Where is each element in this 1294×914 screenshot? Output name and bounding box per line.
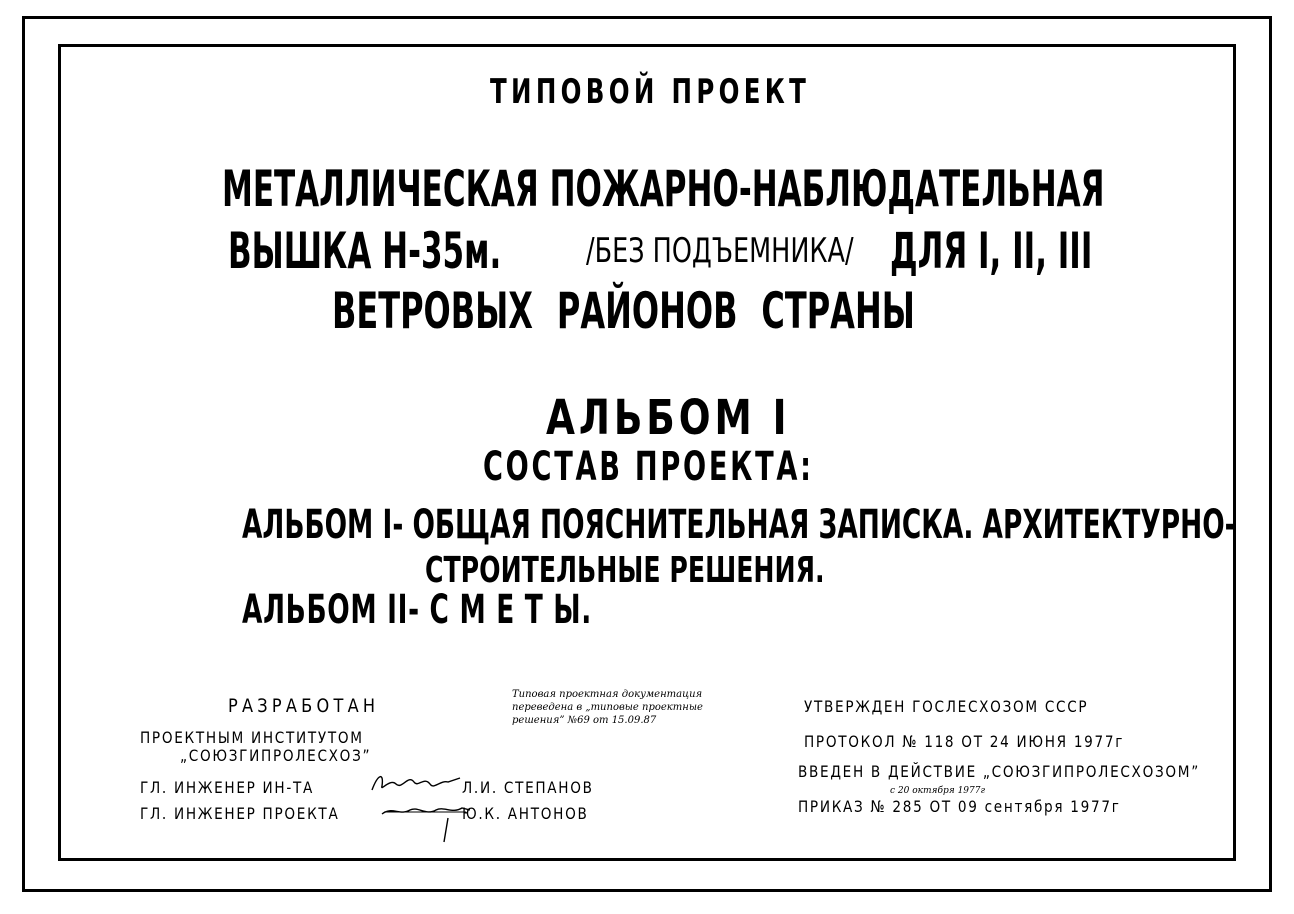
chief-engineer-label: ГЛ. ИНЖЕНЕР ИН-ТА xyxy=(140,778,314,797)
contents-line-3: АЛЬБОМ II- С М Е Т Ы. xyxy=(242,587,592,633)
chief-engineer-name: Л.И. СТЕПАНОВ xyxy=(462,778,594,797)
project-engineer-name: Ю.К. АНТОНОВ xyxy=(462,804,589,823)
approval-introduced: ВВЕДЕН В ДЕЙСТВИЕ „СОЮЗГИПРОЛЕСХОЗОМ” xyxy=(798,762,1200,781)
composition-heading: СОСТАВ ПРОЕКТА: xyxy=(483,444,814,490)
title-line-3: ВЕТРОВЫХ РАЙОНОВ СТРАНЫ xyxy=(332,282,915,340)
title-line-2-part-b: /БЕЗ ПОДЪЕМНИКА/ xyxy=(586,231,854,271)
title-line-2-part-c: ДЛЯ I, II, III xyxy=(890,222,1093,280)
document-header: ТИПОВОЙ ПРОЕКТ xyxy=(490,72,811,112)
title-line-2-part-a: ВЫШКА Н-35м. xyxy=(228,222,502,280)
developer-institute-line: ПРОЕКТНЫМ ИНСТИТУТОМ xyxy=(140,728,364,747)
approval-protocol: ПРОТОКОЛ № 118 ОТ 24 ИЮНЯ 1977г xyxy=(804,732,1125,751)
approval-introduced-date: с 20 октября 1977г xyxy=(890,786,986,796)
project-engineer-signature xyxy=(378,798,478,844)
developer-institute-name: „СОЮЗГИПРОЛЕСХОЗ” xyxy=(180,746,372,765)
note-block xyxy=(512,688,703,727)
note-line-3: решения” №69 от 15.09.87 xyxy=(512,715,657,726)
note-line-1: Типовая проектная документация xyxy=(512,689,703,700)
chief-engineer-signature xyxy=(368,768,468,798)
approval-approved: УТВЕРЖДЕН ГОСЛЕСХОЗОМ СССР xyxy=(804,697,1089,716)
note-line-2: переведена в „типовые проектные xyxy=(512,702,703,713)
contents-line-2: СТРОИТЕЛЬНЫЕ РЕШЕНИЯ. xyxy=(425,550,825,591)
album-title: АЛЬБОМ I xyxy=(546,390,791,446)
approval-order: ПРИКАЗ № 285 ОТ 09 сентября 1977г xyxy=(798,797,1121,816)
title-line-1: МЕТАЛЛИЧЕСКАЯ ПОЖАРНО-НАБЛЮДАТЕЛЬНАЯ xyxy=(222,160,1105,218)
contents-line-1: АЛЬБОМ I- ОБЩАЯ ПОЯСНИТЕЛЬНАЯ ЗАПИСКА. АРХИТЕКТУРНО- xyxy=(242,502,1236,548)
developer-heading: РАЗРАБОТАН xyxy=(228,695,380,717)
project-engineer-label: ГЛ. ИНЖЕНЕР ПРОЕКТА xyxy=(140,804,340,823)
title-line-2 xyxy=(228,222,1217,280)
